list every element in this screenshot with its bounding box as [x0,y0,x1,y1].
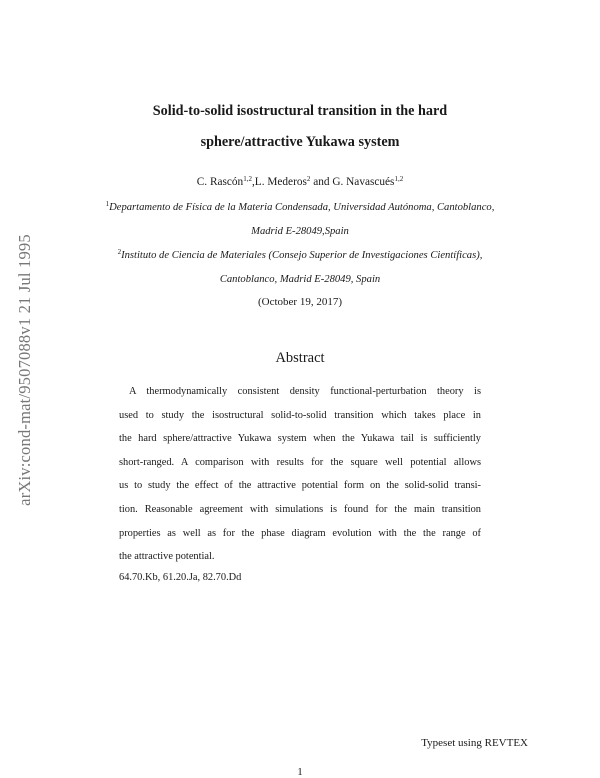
affiliation-mark: 2 [117,248,122,256]
abstract-line: us to study the effect of the attractive potential form on the solid-solid transi- [119,480,481,492]
abstract-line: short-ranged. A comparison with results for the square well potential allows [119,456,481,468]
affiliation-line: Cantoblanco, Madrid E-28049, Spain [219,274,381,285]
title-line: sphere/attractive Yukawa system [200,134,400,150]
page-number: 1 [297,766,303,778]
abstract-line: A thermodynamically consistent density functional-perturbation theory is [129,386,481,397]
arxiv-identifier-text: arXiv:cond-mat/9507088v1 21 Jul 1995 [15,234,34,506]
author-name: C. Rascón [196,176,244,188]
typeset-note: Typeset using REVTEX [421,737,528,749]
title-line: Solid-to-solid isostructural transition in the hard [152,103,448,119]
abstract-line: the hard sphere/attractive Yukawa system when the Yukawa tail is sufficiently [119,433,481,445]
abstract-body [119,380,481,569]
author-affiliation-mark: 1,2 [394,175,404,183]
author-list [0,176,600,188]
affiliation-line: Instituto de Ciencia de Materiales (Consejo Superior de Investigaciones Científicas), [121,250,483,261]
abstract-line: used to study the isostructural solid-to-solid transition which takes place in [119,409,481,421]
affiliation-2 [60,244,540,292]
pacs-codes: 64.70.Kb, 61.20.Ja, 82.70.Dd [119,572,242,583]
affiliation-line: Departamento de Física de la Materia Condensada, Universidad Autónoma, Cantoblanco, [109,202,495,213]
affiliation-line: Madrid E-28049,Spain [251,226,349,237]
affiliation-mark: 1 [105,200,110,208]
arxiv-identifier-stamp [14,196,36,544]
author-name: L. Mederos [254,176,307,188]
author-separator: , [251,176,255,188]
date-line: (October 19, 2017) [257,296,342,308]
author-affiliation-mark: 2 [306,175,311,183]
abstract-line: the attractive potential. [119,551,215,563]
abstract-heading: Abstract [275,350,325,366]
author-affiliation-mark: 1,2 [243,175,252,183]
paper-title [100,96,500,158]
author-separator: and [310,176,333,188]
abstract-line: properties as well as for the phase diagram evolution with the the range of [119,527,481,539]
abstract-line: tion. Reasonable agreement with simulations is found for the main transition [119,503,481,515]
author-name: G. Navascués [332,176,395,188]
affiliation-1 [60,196,540,244]
